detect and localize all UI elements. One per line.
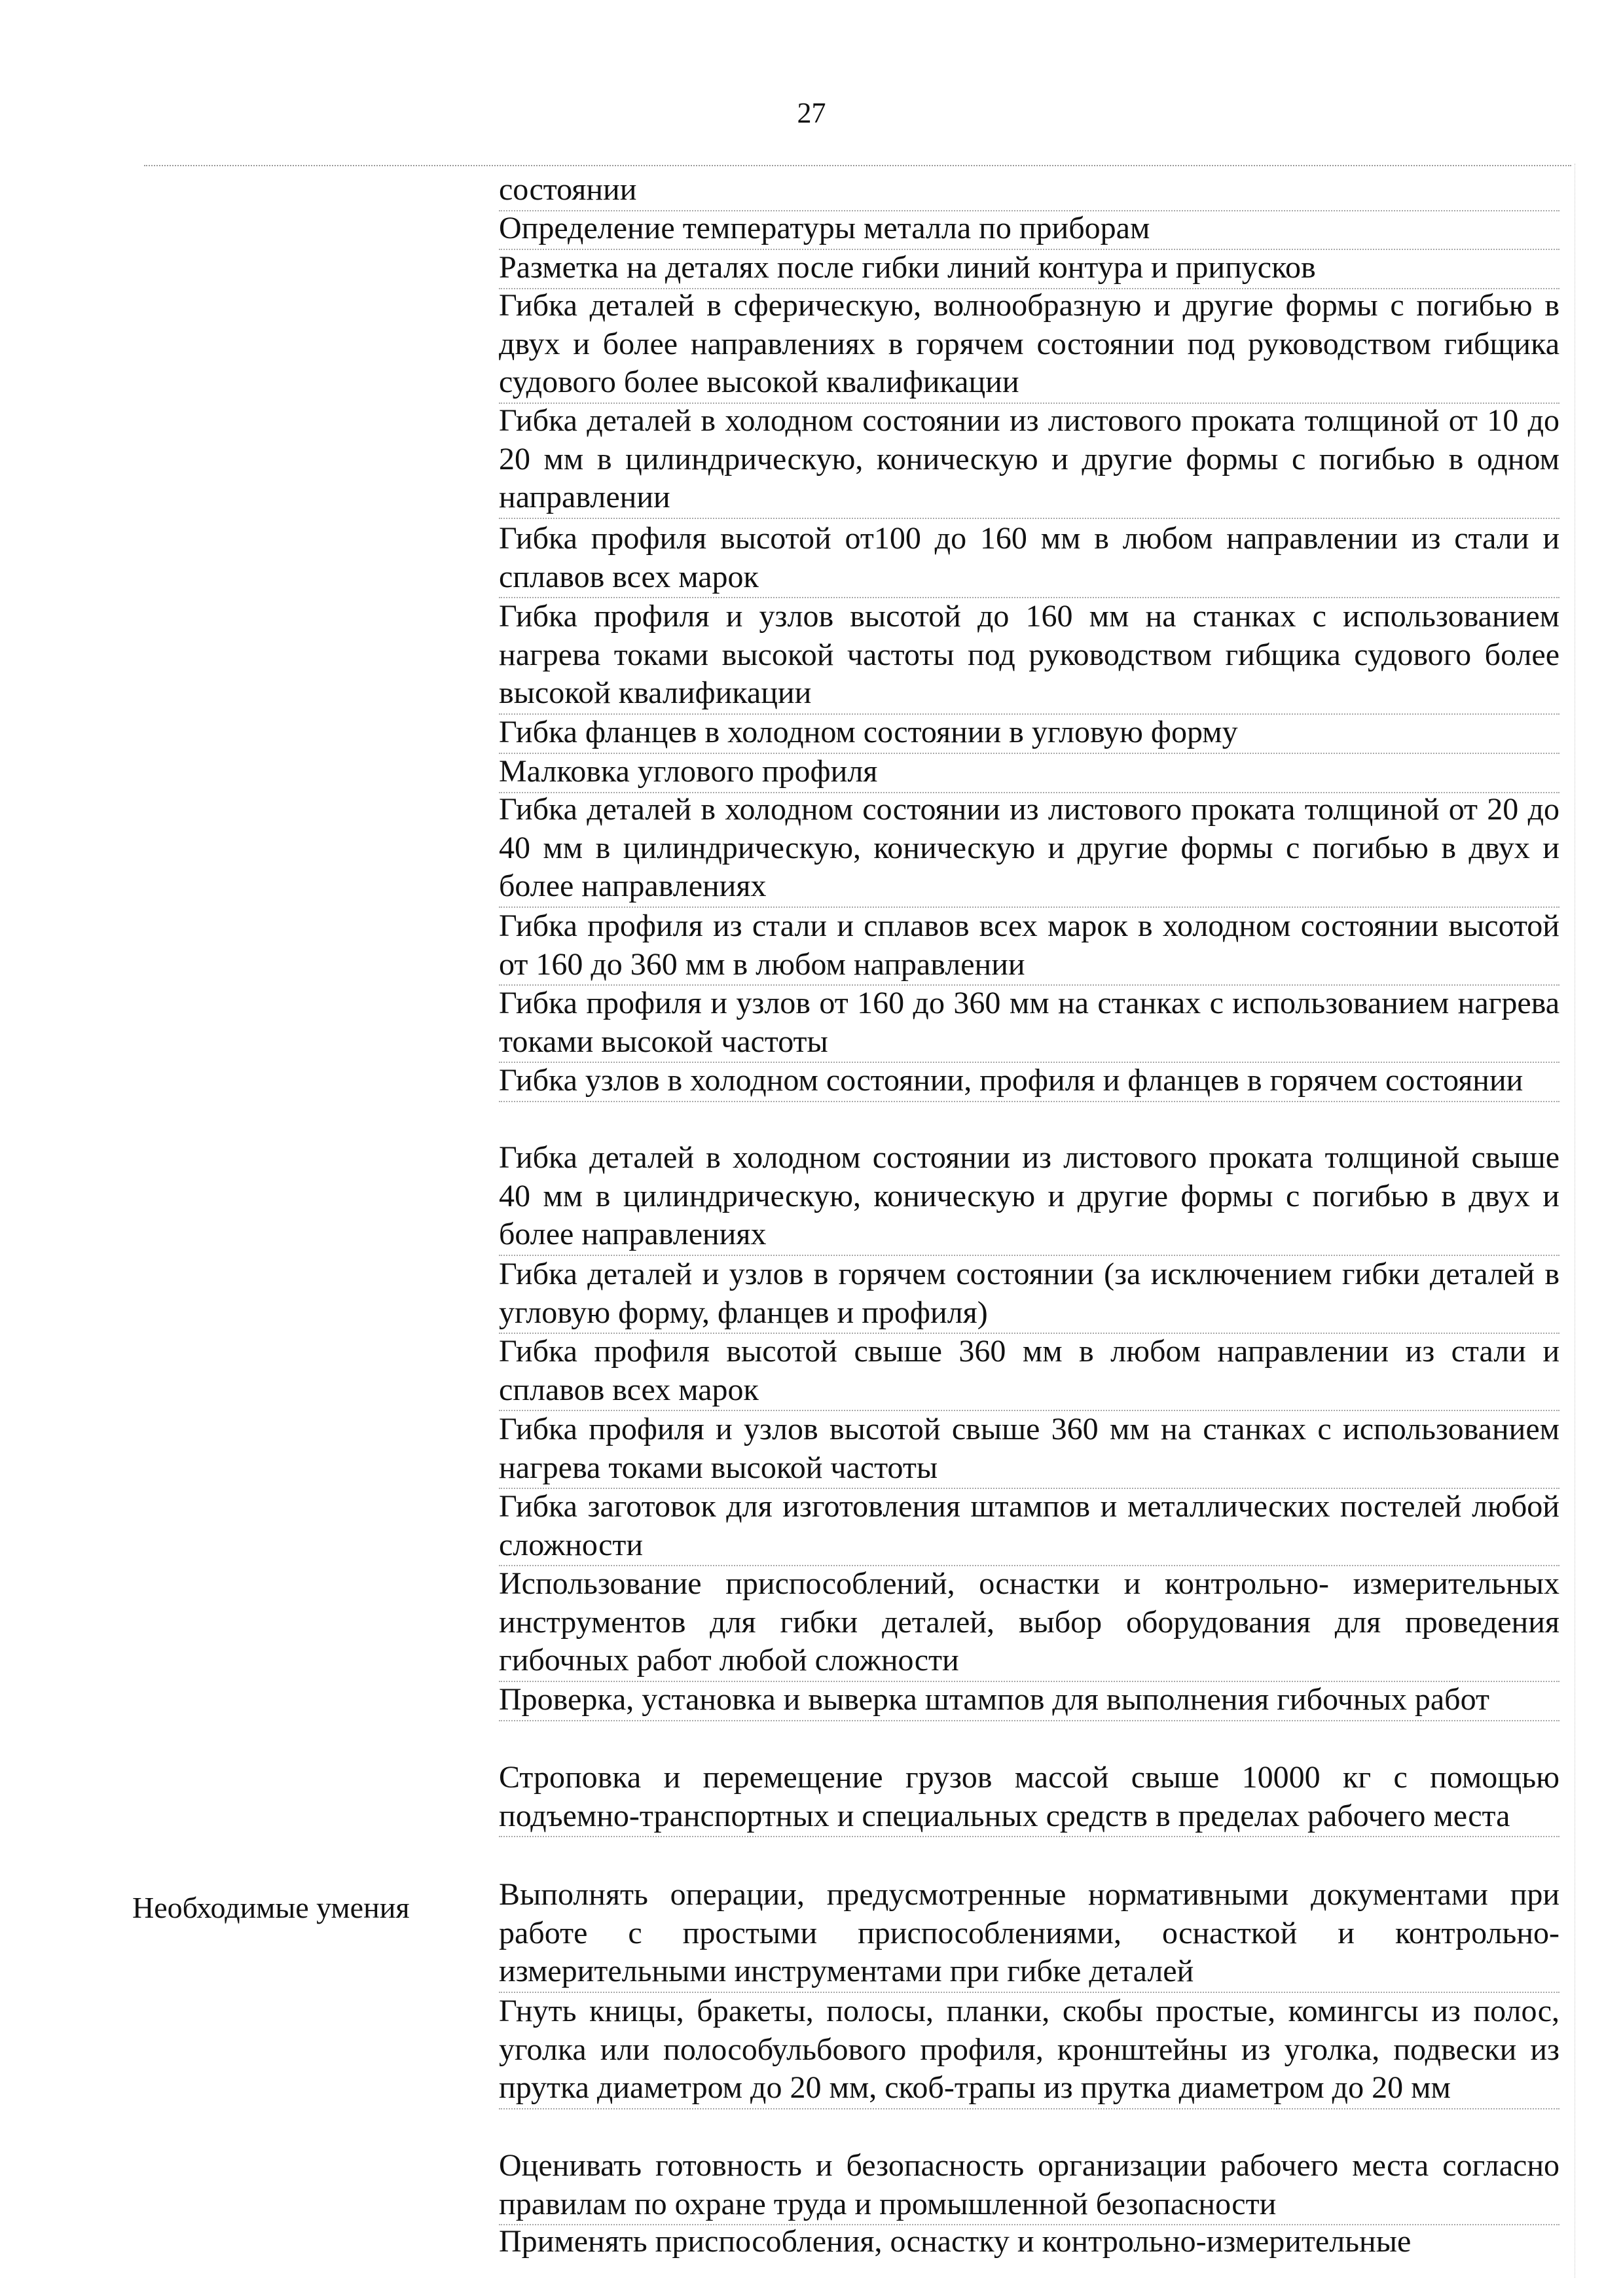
- list-item: Гибка профиля высотой свыше 360 мм в любом направлении из стали и сплавов всех марок: [499, 1333, 1559, 1411]
- list-item: Гибка профиля и узлов высотой свыше 360 мм на станках с использованием нагрева токами высокой частоты: [499, 1410, 1559, 1489]
- list-item: Гибка деталей в холодном состоянии из листового проката толщиной от 10 до 20 мм в цилиндрическую, коническую и другие формы с погибью в одном направлении: [499, 402, 1559, 519]
- list-item: Оценивать готовность и безопасность организации рабочего места согласно правилам по охране труда и промышленной безопасности: [499, 2147, 1559, 2225]
- list-item: Проверка, установка и выверка штампов для выполнения гибочных работ: [499, 1681, 1559, 1721]
- list-item: Выполнять операции, предусмотренные нормативными документами при работе с простыми приспособлениями, оснасткой и контрольно-измерительными инструментами при гибке деталей: [499, 1876, 1559, 1993]
- list-item: Строповка и перемещение грузов массой свыше 10000 кг с помощью подъемно-транспортных и специальных средств в пределах рабочего места: [499, 1759, 1559, 1837]
- list-item: Гибка заготовок для изготовления штампов и металлических постелей любой сложности: [499, 1488, 1559, 1566]
- list-item: Гибка профиля и узлов от 160 до 360 мм на станках с использованием нагрева токами высокой частоты: [499, 984, 1559, 1063]
- page-number: 27: [797, 97, 826, 129]
- list-item: Гибка профиля и узлов высотой до 160 мм на станках с использованием нагрева токами высокой частоты под руководством гибщика судового более высокой квалификации: [499, 598, 1559, 715]
- list-item: Гибка профиля высотой от100 до 160 мм в любом направлении из стали и сплавов всех марок: [499, 520, 1559, 598]
- list-item: Гибка деталей в сферическую, волнообразную и другие формы с погибью в двух и более направлениях в горячем состоянии под руководством гибщика судового более высокой квалификации: [499, 287, 1559, 404]
- list-item: Применять приспособления, оснастку и контрольно-измерительные: [499, 2224, 1412, 2259]
- list-item: Малковка углового профиля: [499, 753, 1559, 793]
- list-item: Использование приспособлений, оснастки и контрольно- измерительных инструментов для гибки деталей, выбор оборудования для проведения гибочных работ любой сложности: [499, 1565, 1559, 1682]
- list-item: Определение температуры металла по приборам: [499, 209, 1559, 250]
- list-item: Разметка на деталях после гибки линий контура и припусков: [499, 249, 1559, 289]
- list-item: Гнуть кницы, бракеты, полосы, планки, скобы простые, комингсы из полос, уголка или полособульбового профиля, кронштейны из уголка, подвески из прутка диаметром до 20 мм, скоб-трапы из прутка диаметром до 20 мм: [499, 1992, 1559, 2109]
- list-item: Гибка фланцев в холодном состоянии в угловую форму: [499, 713, 1559, 754]
- list-item: Гибка узлов в холодном состоянии, профиля и фланцев в горячем состоянии: [499, 1062, 1559, 1102]
- top-divider: [144, 165, 1571, 166]
- list-item: Гибка деталей в холодном состоянии из листового проката толщиной от 20 до 40 мм в цилиндрическую, коническую и другие формы с погибью в двух и более направлениях: [499, 791, 1559, 908]
- list-item: Гибка деталей в холодном состоянии из листового проката толщиной свыше 40 мм в цилиндрическую, коническую и другие формы с погибью в двух и более направлениях: [499, 1139, 1559, 1256]
- list-item: Гибка профиля из стали и сплавов всех марок в холодном состоянии высотой от 160 до 360 мм в любом направлении: [499, 907, 1559, 986]
- list-item: Гибка деталей и узлов в горячем состоянии (за исключением гибки деталей в угловую форму, фланцев и профиля): [499, 1255, 1559, 1334]
- section-label-skills: Необходимые умения: [132, 1891, 410, 1924]
- list-item: состоянии: [499, 171, 1559, 211]
